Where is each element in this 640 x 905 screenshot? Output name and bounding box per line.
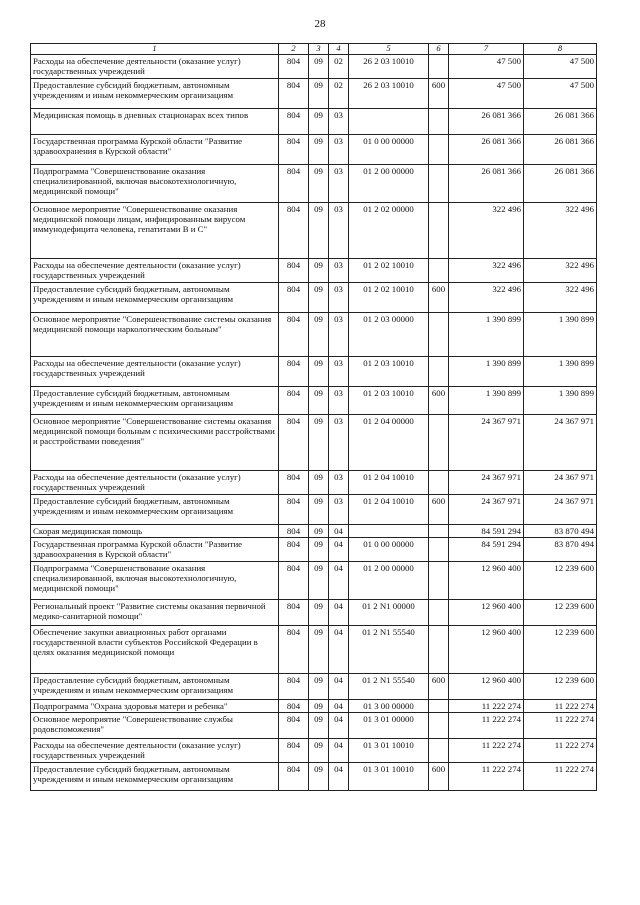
row-col-7: 24 367 971 <box>449 471 524 495</box>
table-row <box>31 79 597 109</box>
row-name: Предоставление субсидий бюджетным, автономным учреждениям и иным некоммерческим организациям <box>31 495 279 525</box>
row-col-7: 1 390 899 <box>449 357 524 387</box>
row-col-5: 01 3 01 10010 <box>349 739 429 763</box>
table-row <box>31 562 597 600</box>
row-col-4: 02 <box>329 79 349 109</box>
table-row <box>31 525 597 538</box>
row-col-4: 04 <box>329 739 349 763</box>
row-col-8: 12 239 600 <box>524 674 597 700</box>
row-name: Основное мероприятие "Совершенствование оказания медицинской помощи лицам, инфицированным вирусом иммунодефицита человека, гепатитами В и С" <box>31 203 279 259</box>
row-col-7: 47 500 <box>449 55 524 79</box>
row-col-5: 01 2 03 00000 <box>349 313 429 357</box>
row-col-3: 09 <box>309 203 329 259</box>
row-name: Расходы на обеспечение деятельности (оказание услуг) государственных учреждений <box>31 357 279 387</box>
row-col-2: 804 <box>279 357 309 387</box>
row-col-3: 09 <box>309 165 329 203</box>
table-body <box>31 55 597 791</box>
row-col-5 <box>349 525 429 538</box>
row-col-2: 804 <box>279 713 309 739</box>
row-col-5: 01 2 04 00000 <box>349 415 429 471</box>
row-name: Предоставление субсидий бюджетным, автономным учреждениям и иным некоммерческим организациям <box>31 674 279 700</box>
row-col-6 <box>429 259 449 283</box>
row-col-5: 01 3 00 00000 <box>349 700 429 713</box>
row-name: Основное мероприятие "Совершенствование системы оказания медицинской помощи больным с психическими расстройствами и расстройствами поведения" <box>31 415 279 471</box>
row-col-2: 804 <box>279 259 309 283</box>
row-col-5: 01 2 02 00000 <box>349 203 429 259</box>
row-col-3: 09 <box>309 674 329 700</box>
row-col-8: 83 870 494 <box>524 525 597 538</box>
row-col-6 <box>429 203 449 259</box>
row-name: Расходы на обеспечение деятельности (оказание услуг) государственных учреждений <box>31 739 279 763</box>
header-col-1: 1 <box>31 44 279 55</box>
row-col-8: 26 081 366 <box>524 135 597 165</box>
row-col-7: 1 390 899 <box>449 313 524 357</box>
row-col-3: 09 <box>309 259 329 283</box>
row-col-2: 804 <box>279 387 309 415</box>
row-col-3: 09 <box>309 109 329 135</box>
row-col-5: 01 2 02 10010 <box>349 259 429 283</box>
row-col-2: 804 <box>279 700 309 713</box>
row-col-8: 12 239 600 <box>524 626 597 674</box>
row-col-3: 09 <box>309 55 329 79</box>
row-col-5: 01 2 N1 55540 <box>349 674 429 700</box>
table-row <box>31 203 597 259</box>
table-row <box>31 626 597 674</box>
row-col-2: 804 <box>279 562 309 600</box>
row-col-4: 03 <box>329 495 349 525</box>
row-col-6 <box>429 562 449 600</box>
row-col-4: 03 <box>329 109 349 135</box>
row-col-7: 12 960 400 <box>449 600 524 626</box>
table-row <box>31 739 597 763</box>
row-col-6 <box>429 313 449 357</box>
row-col-8: 11 222 274 <box>524 763 597 791</box>
table-row <box>31 713 597 739</box>
row-col-3: 09 <box>309 357 329 387</box>
row-col-4: 02 <box>329 55 349 79</box>
row-col-5: 01 2 04 10010 <box>349 471 429 495</box>
row-col-4: 03 <box>329 471 349 495</box>
row-col-3: 09 <box>309 495 329 525</box>
row-col-7: 47 500 <box>449 79 524 109</box>
table-row <box>31 283 597 313</box>
row-col-7: 84 591 294 <box>449 525 524 538</box>
row-col-8: 47 500 <box>524 55 597 79</box>
row-col-2: 804 <box>279 55 309 79</box>
row-col-3: 09 <box>309 600 329 626</box>
row-col-5: 01 2 02 10010 <box>349 283 429 313</box>
row-name: Региональный проект "Развитие системы оказания первичной медико-санитарной помощи" <box>31 600 279 626</box>
row-col-8: 47 500 <box>524 79 597 109</box>
header-col-2: 2 <box>279 44 309 55</box>
header-col-5: 5 <box>349 44 429 55</box>
row-col-3: 09 <box>309 79 329 109</box>
table-row <box>31 165 597 203</box>
row-col-3: 09 <box>309 471 329 495</box>
row-col-7: 11 222 274 <box>449 713 524 739</box>
row-name: Подпрограмма "Совершенствование оказания специализированной, включая высокотехнологичную, медицинской помощи" <box>31 562 279 600</box>
header-col-4: 4 <box>329 44 349 55</box>
row-col-2: 804 <box>279 165 309 203</box>
row-col-5: 01 0 00 00000 <box>349 538 429 562</box>
row-col-5 <box>349 109 429 135</box>
row-col-3: 09 <box>309 135 329 165</box>
row-name: Подпрограмма "Совершенствование оказания специализированной, включая высокотехнологичную, медицинской помощи" <box>31 165 279 203</box>
row-col-3: 09 <box>309 739 329 763</box>
row-col-5: 01 2 04 10010 <box>349 495 429 525</box>
row-col-4: 03 <box>329 259 349 283</box>
row-col-6 <box>429 471 449 495</box>
row-col-4: 03 <box>329 357 349 387</box>
table-row <box>31 387 597 415</box>
row-col-4: 04 <box>329 763 349 791</box>
row-col-2: 804 <box>279 626 309 674</box>
row-col-8: 1 390 899 <box>524 357 597 387</box>
row-col-6 <box>429 165 449 203</box>
row-name: Государственная программа Курской области "Развитие здравоохранения в Курской области" <box>31 135 279 165</box>
row-col-5: 01 2 00 00000 <box>349 562 429 600</box>
row-col-3: 09 <box>309 538 329 562</box>
table-row <box>31 55 597 79</box>
row-col-6: 600 <box>429 495 449 525</box>
row-col-8: 83 870 494 <box>524 538 597 562</box>
row-name: Основное мероприятие "Совершенствование системы оказания медицинской помощи наркологическим больным" <box>31 313 279 357</box>
row-col-8: 322 496 <box>524 203 597 259</box>
row-col-8: 26 081 366 <box>524 109 597 135</box>
row-col-6 <box>429 538 449 562</box>
row-name: Предоставление субсидий бюджетным, автономным учреждениям и иным некоммерческим организациям <box>31 763 279 791</box>
header-col-3: 3 <box>309 44 329 55</box>
row-col-4: 04 <box>329 700 349 713</box>
row-col-6: 600 <box>429 763 449 791</box>
table-row <box>31 700 597 713</box>
table-row <box>31 313 597 357</box>
row-col-4: 04 <box>329 713 349 739</box>
row-col-6 <box>429 109 449 135</box>
row-col-4: 03 <box>329 387 349 415</box>
table-row <box>31 495 597 525</box>
row-col-4: 03 <box>329 415 349 471</box>
row-col-7: 322 496 <box>449 283 524 313</box>
row-col-2: 804 <box>279 203 309 259</box>
row-name: Расходы на обеспечение деятельности (оказание услуг) государственных учреждений <box>31 471 279 495</box>
row-name: Расходы на обеспечение деятельности (оказание услуг) государственных учреждений <box>31 55 279 79</box>
row-col-7: 12 960 400 <box>449 562 524 600</box>
row-col-8: 11 222 274 <box>524 700 597 713</box>
row-col-6 <box>429 525 449 538</box>
row-col-6: 600 <box>429 79 449 109</box>
row-col-6 <box>429 55 449 79</box>
row-col-4: 04 <box>329 674 349 700</box>
row-col-7: 11 222 274 <box>449 700 524 713</box>
row-col-5: 26 2 03 10010 <box>349 55 429 79</box>
row-name: Предоставление субсидий бюджетным, автономным учреждениям и иным некоммерческим организациям <box>31 283 279 313</box>
table-row <box>31 259 597 283</box>
row-col-8: 11 222 274 <box>524 713 597 739</box>
row-col-6 <box>429 600 449 626</box>
row-col-8: 12 239 600 <box>524 562 597 600</box>
row-col-8: 1 390 899 <box>524 313 597 357</box>
header-col-7: 7 <box>449 44 524 55</box>
row-col-6 <box>429 700 449 713</box>
row-col-4: 03 <box>329 165 349 203</box>
row-col-3: 09 <box>309 562 329 600</box>
table-row <box>31 357 597 387</box>
row-col-5: 01 2 N1 00000 <box>349 600 429 626</box>
row-col-6 <box>429 713 449 739</box>
row-col-7: 12 960 400 <box>449 626 524 674</box>
row-col-8: 1 390 899 <box>524 387 597 415</box>
row-col-4: 04 <box>329 562 349 600</box>
row-col-2: 804 <box>279 739 309 763</box>
row-name: Скорая медицинская помощь <box>31 525 279 538</box>
row-col-2: 804 <box>279 283 309 313</box>
row-col-6: 600 <box>429 674 449 700</box>
row-col-3: 09 <box>309 525 329 538</box>
row-col-2: 804 <box>279 763 309 791</box>
row-col-3: 09 <box>309 283 329 313</box>
row-col-8: 24 367 971 <box>524 495 597 525</box>
table-row <box>31 600 597 626</box>
row-col-8: 12 239 600 <box>524 600 597 626</box>
row-col-5: 01 2 00 00000 <box>349 165 429 203</box>
row-name: Предоставление субсидий бюджетным, автономным учреждениям и иным некоммерческим организациям <box>31 387 279 415</box>
row-col-6 <box>429 135 449 165</box>
row-col-8: 24 367 971 <box>524 415 597 471</box>
row-col-7: 26 081 366 <box>449 135 524 165</box>
row-col-4: 03 <box>329 313 349 357</box>
row-col-4: 04 <box>329 538 349 562</box>
row-name: Предоставление субсидий бюджетным, автономным учреждениям и иным некоммерческим организациям <box>31 79 279 109</box>
table-row <box>31 109 597 135</box>
header-col-8: 8 <box>524 44 597 55</box>
row-col-7: 1 390 899 <box>449 387 524 415</box>
table-row <box>31 471 597 495</box>
row-col-3: 09 <box>309 713 329 739</box>
table-row <box>31 763 597 791</box>
row-col-7: 322 496 <box>449 203 524 259</box>
row-col-3: 09 <box>309 415 329 471</box>
row-col-7: 11 222 274 <box>449 739 524 763</box>
row-col-2: 804 <box>279 109 309 135</box>
row-col-2: 804 <box>279 674 309 700</box>
row-col-4: 04 <box>329 626 349 674</box>
row-col-4: 04 <box>329 600 349 626</box>
row-col-5: 01 2 03 10010 <box>349 357 429 387</box>
row-name: Расходы на обеспечение деятельности (оказание услуг) государственных учреждений <box>31 259 279 283</box>
row-col-3: 09 <box>309 763 329 791</box>
row-col-3: 09 <box>309 313 329 357</box>
row-name: Медицинская помощь в дневных стационарах всех типов <box>31 109 279 135</box>
row-col-7: 12 960 400 <box>449 674 524 700</box>
row-col-2: 804 <box>279 538 309 562</box>
page-number: 28 <box>314 18 326 30</box>
row-col-5: 01 2 N1 55540 <box>349 626 429 674</box>
row-col-6: 600 <box>429 387 449 415</box>
row-col-5: 01 0 00 00000 <box>349 135 429 165</box>
row-col-2: 804 <box>279 415 309 471</box>
row-col-6 <box>429 357 449 387</box>
row-col-7: 84 591 294 <box>449 538 524 562</box>
row-name: Основное мероприятие "Совершенствование службы родовспоможения" <box>31 713 279 739</box>
row-name: Обеспечение закупки авиационных работ органами государственной власти субъектов Российской Федерации в целях оказания медицинской помощи <box>31 626 279 674</box>
row-col-8: 322 496 <box>524 259 597 283</box>
row-col-3: 09 <box>309 387 329 415</box>
table-row <box>31 674 597 700</box>
row-col-8: 24 367 971 <box>524 471 597 495</box>
row-col-2: 804 <box>279 79 309 109</box>
table-row <box>31 538 597 562</box>
row-col-5: 01 3 01 00000 <box>349 713 429 739</box>
row-col-4: 03 <box>329 203 349 259</box>
row-col-7: 24 367 971 <box>449 495 524 525</box>
row-col-7: 11 222 274 <box>449 763 524 791</box>
row-col-5: 01 3 01 10010 <box>349 763 429 791</box>
row-col-2: 804 <box>279 471 309 495</box>
row-col-8: 322 496 <box>524 283 597 313</box>
row-col-7: 322 496 <box>449 259 524 283</box>
row-col-5: 01 2 03 10010 <box>349 387 429 415</box>
row-col-2: 804 <box>279 600 309 626</box>
row-col-2: 804 <box>279 525 309 538</box>
table-row <box>31 415 597 471</box>
row-col-6 <box>429 626 449 674</box>
row-col-2: 804 <box>279 313 309 357</box>
row-col-6: 600 <box>429 283 449 313</box>
row-col-2: 804 <box>279 135 309 165</box>
row-col-8: 26 081 366 <box>524 165 597 203</box>
row-col-4: 04 <box>329 525 349 538</box>
row-col-3: 09 <box>309 626 329 674</box>
budget-table <box>30 43 597 791</box>
row-col-7: 26 081 366 <box>449 109 524 135</box>
header-col-6: 6 <box>429 44 449 55</box>
row-name: Подпрограмма "Охрана здоровья матери и ребенка" <box>31 700 279 713</box>
row-col-6 <box>429 739 449 763</box>
row-col-3: 09 <box>309 700 329 713</box>
row-col-6 <box>429 415 449 471</box>
table-header-row <box>31 44 597 55</box>
row-col-7: 26 081 366 <box>449 165 524 203</box>
row-col-7: 24 367 971 <box>449 415 524 471</box>
table-row <box>31 135 597 165</box>
row-col-4: 03 <box>329 135 349 165</box>
row-col-2: 804 <box>279 495 309 525</box>
row-name: Государственная программа Курской области "Развитие здравоохранения в Курской области" <box>31 538 279 562</box>
row-col-8: 11 222 274 <box>524 739 597 763</box>
row-col-5: 26 2 03 10010 <box>349 79 429 109</box>
row-col-4: 03 <box>329 283 349 313</box>
